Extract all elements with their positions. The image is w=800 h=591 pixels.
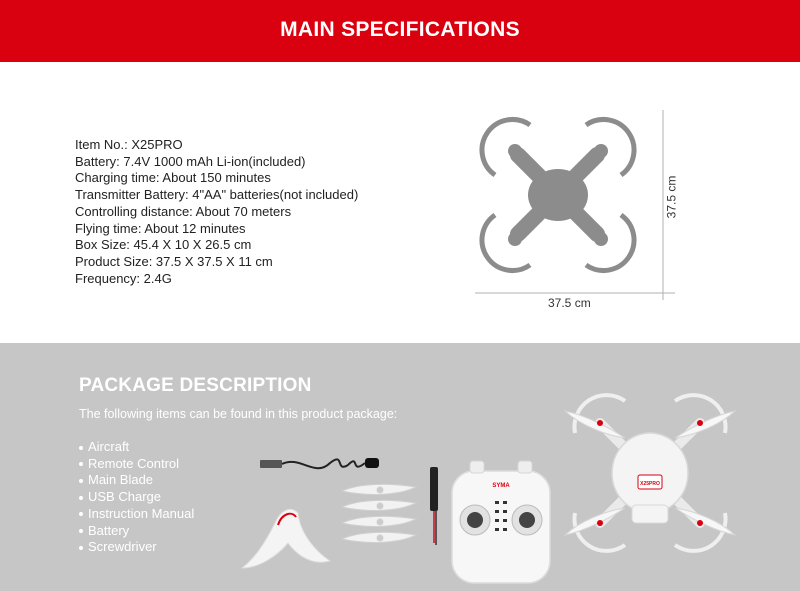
drone-badge-label: X25PRO: [640, 481, 660, 487]
bullet-icon: [79, 446, 83, 450]
bullet-icon: [79, 529, 83, 533]
battery-image: [430, 467, 438, 545]
usb-cable-image: [260, 458, 379, 468]
spec-item: Charging time: About 150 minutes: [75, 170, 271, 186]
package-contents-illustration: [230, 383, 800, 591]
screwdriver-image: [242, 509, 330, 568]
spec-item: Item No.: X25PRO: [75, 137, 183, 152]
package-item-label: Remote Control: [88, 455, 180, 471]
header-banner: [0, 0, 800, 62]
drone-silhouette: [508, 144, 608, 246]
package-item: [79, 523, 194, 540]
spec-item: Controlling distance: About 70 meters: [75, 203, 292, 219]
bullet-icon: [79, 512, 83, 516]
spec-item: Transmitter Battery: 4"AA" batteries(not included): [75, 187, 359, 203]
spec-item: Flying time: About 12 minutes: [75, 220, 246, 236]
remote-brand-label: SYMA: [492, 483, 510, 489]
package-section: [0, 343, 800, 591]
package-item: [79, 489, 194, 506]
bullet-icon: [79, 496, 83, 500]
spec-item: Product Size: 37.5 X 37.5 X 11 cm: [75, 253, 273, 269]
drone-dimension-diagram: [470, 105, 690, 315]
aircraft-image: [565, 395, 735, 551]
package-item-label: Instruction Manual: [88, 505, 195, 521]
package-item-label: Battery: [88, 522, 130, 538]
spec-item: Box Size: 45.4 X 10 X 26.5 cm: [75, 237, 252, 253]
bullet-icon: [79, 546, 83, 550]
bullet-icon: [79, 462, 83, 466]
package-item: [79, 539, 194, 556]
height-dimension-label: 37.5 cm: [664, 175, 679, 219]
package-item-label: USB Charge: [88, 489, 161, 505]
package-item: [79, 506, 194, 523]
package-item: [79, 439, 194, 456]
width-dimension-label: 37.5 cm: [548, 296, 591, 310]
specifications-list: [75, 137, 358, 287]
page-title: MAIN SPECIFICATIONS: [280, 18, 520, 41]
package-item-label: Main Blade: [88, 472, 154, 488]
package-item: [79, 472, 194, 489]
package-item-label: Aircraft: [88, 439, 130, 454]
bullet-icon: [79, 479, 83, 483]
remote-control-image: [452, 461, 550, 583]
package-item-label: Screwdriver: [88, 539, 157, 555]
spec-item: Frequency: 2.4G: [75, 270, 172, 286]
spec-item: Battery: 7.4V 1000 mAh Li-ion(included): [75, 153, 306, 169]
main-blades-image: [342, 484, 416, 542]
package-title: PACKAGE DESCRIPTION: [79, 375, 312, 396]
package-items-list: [79, 439, 194, 556]
package-item: [79, 456, 194, 473]
package-subtitle: The following items can be found in this product package:: [79, 407, 398, 421]
